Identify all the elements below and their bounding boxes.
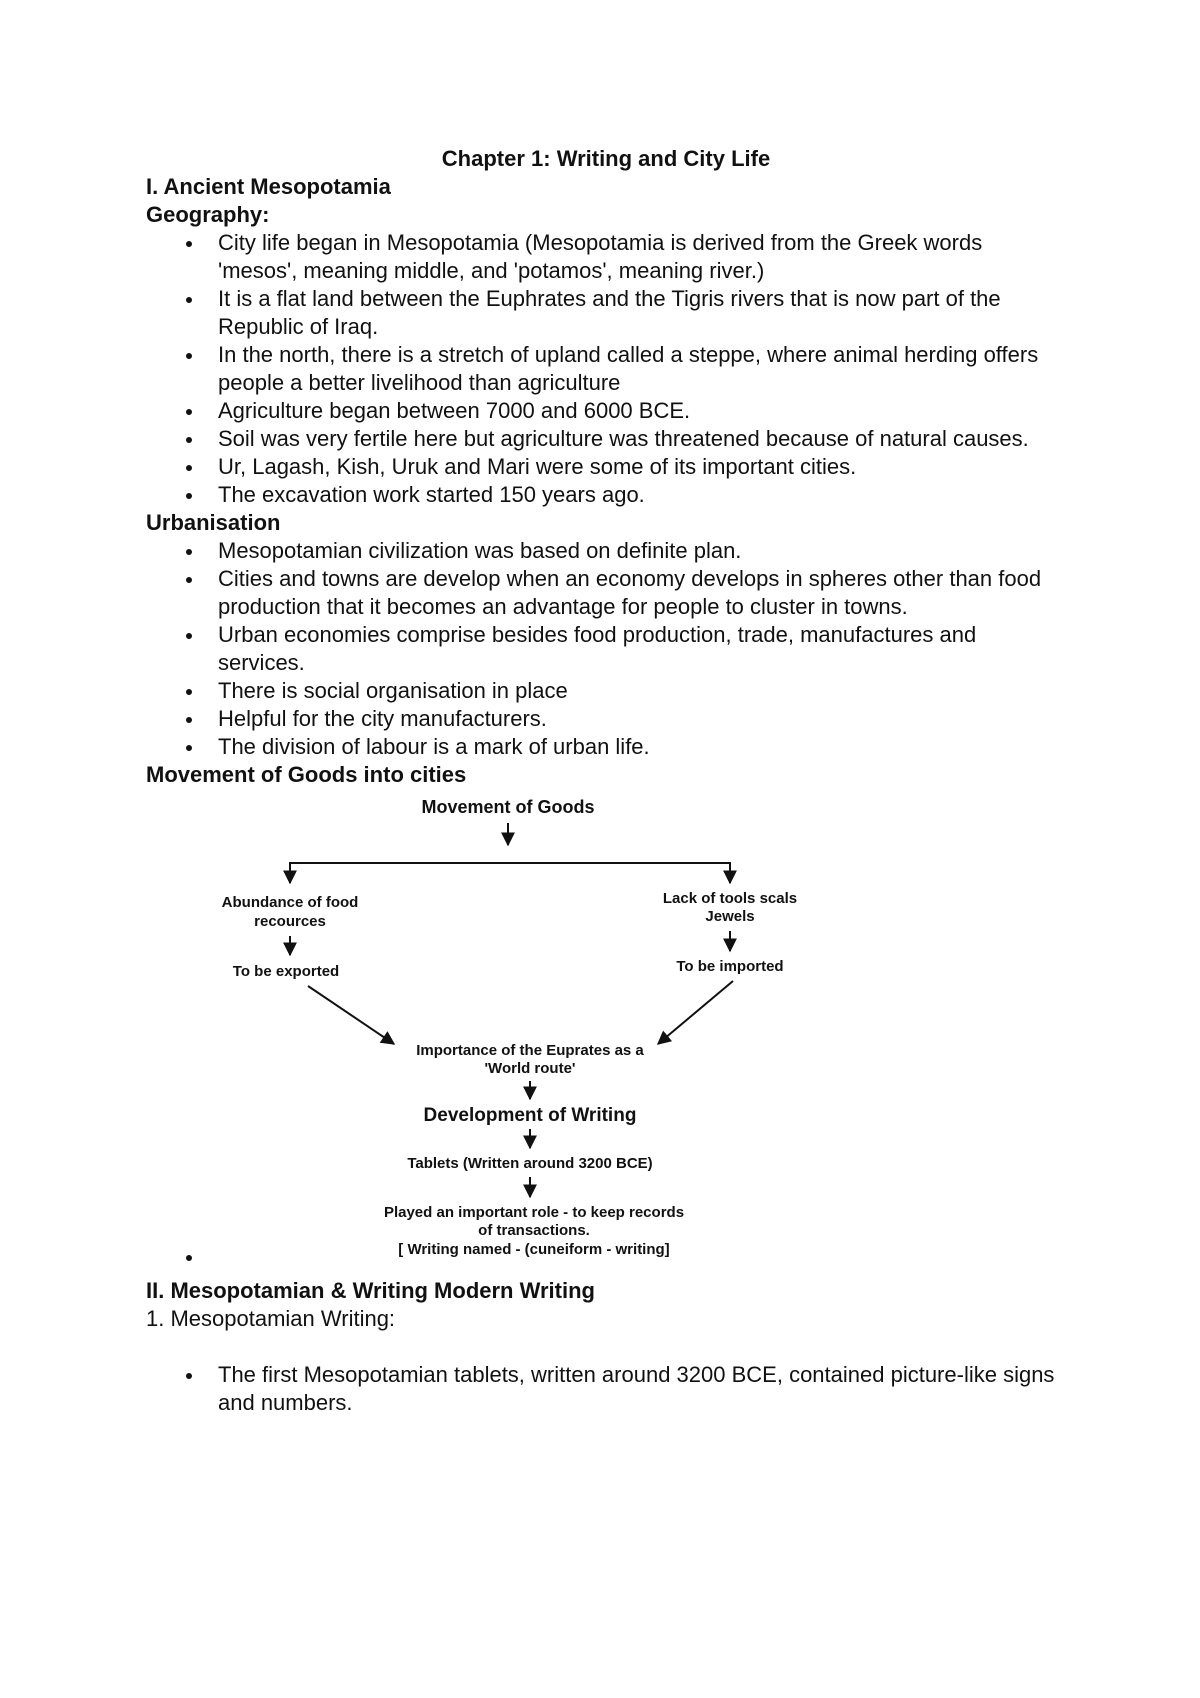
diagram-node-tablets: Tablets (Written around 3200 BCE)	[407, 1155, 653, 1172]
document-body	[146, 145, 1066, 1417]
diagram-node-transactions: of transactions.	[478, 1222, 590, 1239]
subheading-movement-of-goods: Movement of Goods into cities	[146, 762, 467, 787]
list-item: Agriculture began between 7000 and 6000 BCE.	[146, 397, 1066, 425]
diagram-node-euphrates-route: Importance of the Euprates as a	[416, 1042, 644, 1059]
diagram-node-to-be-imported: To be imported	[676, 958, 784, 975]
diagram-node-cuneiform: [ Writing named - (cuneiform - writing]	[398, 1241, 670, 1258]
arrow-diagonal-icon	[658, 981, 733, 1044]
list-item: In the north, there is a stretch of upland called a steppe, where animal herding offers people a better livelihood than agriculture	[146, 341, 1066, 397]
list-item: The division of labour is a mark of urban life.	[146, 733, 1066, 761]
list-item: There is social organisation in place	[146, 677, 1066, 705]
spacer	[146, 1333, 1066, 1361]
geography-list	[146, 229, 1066, 509]
page-title: Chapter 1: Writing and City Life	[441, 146, 771, 171]
diagram-node-to-be-exported: To be exported	[232, 963, 340, 980]
flow-diagram-svg	[218, 793, 818, 1273]
list-item: Urban economies comprise besides food production, trade, manufactures and services.	[146, 621, 1066, 677]
diagram-node-records-role: Played an important role - to keep records	[383, 1204, 685, 1221]
movement-of-goods-diagram	[146, 789, 1066, 1277]
list-item: Cities and towns are develop when an economy develops in spheres other than food production that it becomes an advantage for people to cluster in towns.	[146, 565, 1066, 621]
list-item: Ur, Lagash, Kish, Uruk and Mari were some of its important cities.	[146, 453, 1066, 481]
subheading-urbanisation: Urbanisation	[146, 510, 281, 535]
section-heading-mesopotamian-writing: II. Mesopotamian & Writing Modern Writing	[146, 1278, 595, 1303]
writing-list	[146, 1361, 1066, 1417]
list-item: Helpful for the city manufacturers.	[146, 705, 1066, 733]
diagram-node-lack-of-tools: Lack of tools scals	[662, 890, 798, 907]
branch-connector	[290, 863, 730, 881]
list-item: It is a flat land between the Euphrates and the Tigris rivers that is now part of the Republic of Iraq.	[146, 285, 1066, 341]
diagram-node-development-of-writing: Development of Writing	[423, 1105, 637, 1126]
diagram-node-abundance-line2: recources	[254, 913, 326, 930]
list-item: The excavation work started 150 years ago.	[146, 481, 1066, 509]
diagram-node-world-route: 'World route'	[484, 1060, 576, 1077]
list-item: The first Mesopotamian tablets, written around 3200 BCE, contained picture-like signs and numbers.	[146, 1361, 1066, 1417]
arrow-diagonal-icon	[308, 986, 394, 1044]
subheading-mesopotamian-writing: 1. Mesopotamian Writing:	[146, 1306, 396, 1331]
section-heading-ancient-mesopotamia: I. Ancient Mesopotamia	[146, 174, 391, 199]
subheading-geography: Geography:	[146, 202, 270, 227]
urbanisation-list	[146, 537, 1066, 761]
list-item: Soil was very fertile here but agriculture was threatened because of natural causes.	[146, 425, 1066, 453]
diagram-node-movement-of-goods: Movement of Goods	[421, 797, 595, 817]
diagram-node-abundance: Abundance of food	[221, 894, 359, 911]
list-item: City life began in Mesopotamia (Mesopotamia is derived from the Greek words 'mesos', meaning middle, and 'potamos', meaning river.)	[146, 229, 1066, 285]
list-item: Mesopotamian civilization was based on definite plan.	[146, 537, 1066, 565]
diagram-node-jewels: Jewels	[705, 908, 755, 925]
